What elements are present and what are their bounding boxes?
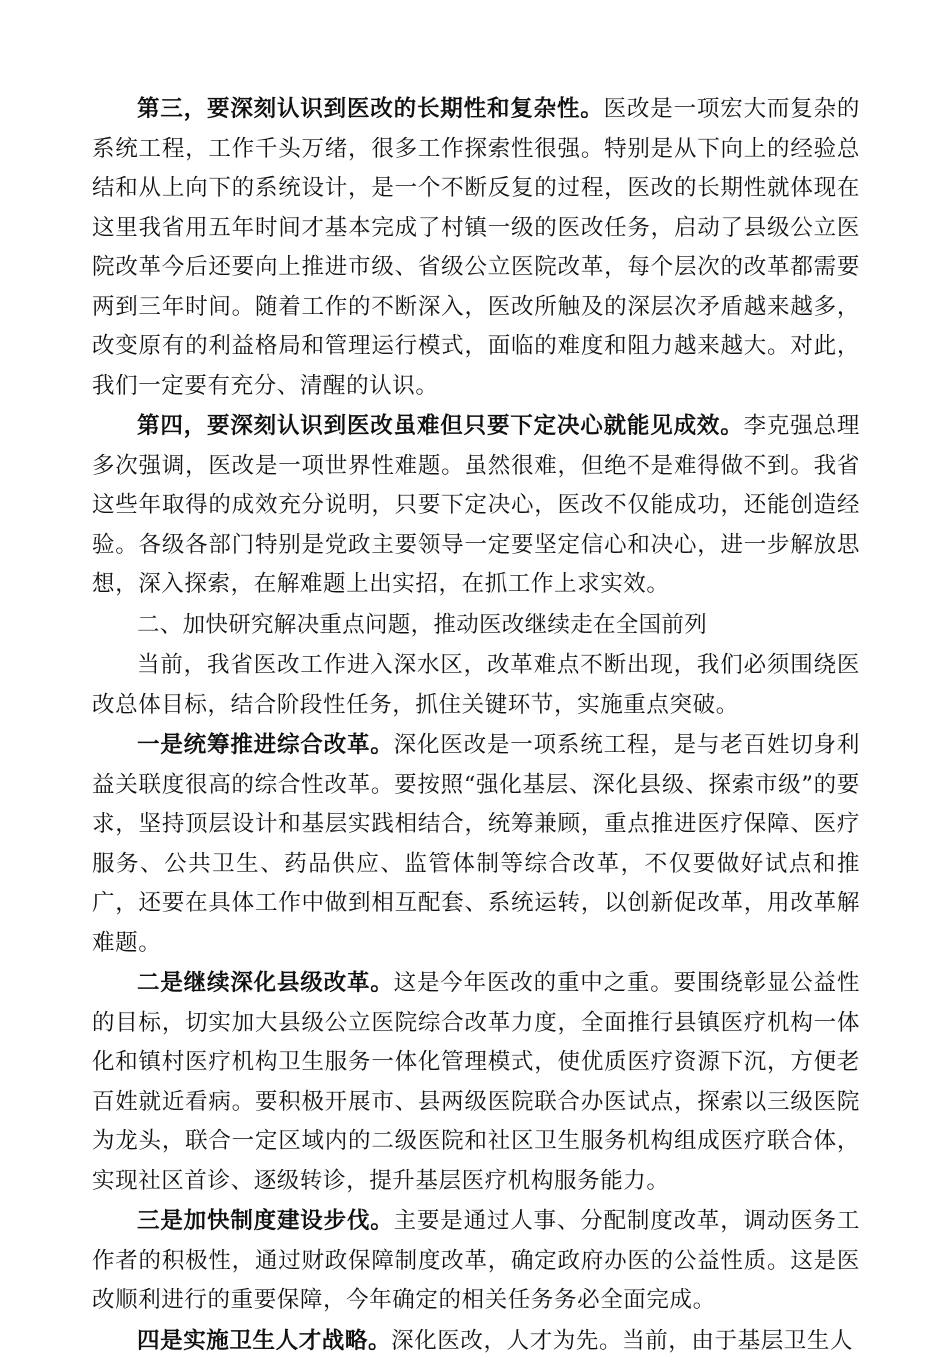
item-body: 深化医改是一项系统工程，是与老百姓切身利益关联度很高的综合性改革。要按照“强化基层、深化县级、探索市级”的要求，坚持顶层设计和基层实践相结合，统筹兼顾，重点推进医疗保障、医疗服务、公共卫生、药品供应、监管体制等综合改革，不仅要做好试点和推广，还要在具体工作中做到相互配套、系统运转，以创新促改革，用改革解难题。	[92, 732, 860, 956]
list-item	[92, 1202, 860, 1321]
list-item	[92, 964, 860, 1201]
paragraph-fourth-point	[92, 407, 860, 605]
list-item	[92, 726, 860, 963]
paragraph-body: 医改是一项宏大而复杂的系统工程，工作千头万绪，很多工作探索性很强。特别是从下向上的经验总结和从上向下的系统设计，是一个不断反复的过程，医改的长期性就体现在这里我省用五年时间才基本完成了村镇一级的医改任务，启动了县级公立医院改革今后还要向上推进市级、省级公立医院改革，每个层次的改革都需要两到三年时间。随着工作的不断深入，医改所触及的深层次矛盾越来越多，改变原有的利益格局和管理运行模式，面临的难度和阻力越来越大。对此，我们一定要有充分、清醒的认识。	[92, 96, 860, 399]
section-heading: 二、加快研究解决重点问题，推动医改继续走在全国前列	[137, 611, 708, 638]
document-body	[92, 90, 860, 1362]
item-body: 主要是通过人事、分配制度改革，调动医务工作者的积极性，通过财政保障制度改革，确定政府办医的公益性质。这是医改顺利进行的重要保障，今年确定的相关任务务必全面完成。	[92, 1208, 860, 1313]
paragraph-lead: 第三，要深刻认识到医改的长期性和复杂性。	[137, 96, 604, 122]
item-lead: 二是继续深化县级改革。	[137, 970, 394, 996]
paragraph-lead: 第四，要深刻认识到医改虽难但只要下定决心就能见成效。	[137, 413, 744, 439]
list-item	[92, 1322, 860, 1362]
item-lead: 四是实施卫生人才战略。	[137, 1327, 392, 1354]
item-body: 这是今年医改的重中之重。要围绕彰显公益性的目标，切实加大县级公立医院综合改革力度，全面推行县镇医疗机构一体化和镇村医疗机构卫生服务一体化管理模式，使优质医疗资源下沉，方便老百姓就近看病。要积极开展市、县两级医院联合办医试点，探索以三级医院为龙头，联合一定区域内的二级医院和社区卫生服务机构组成医疗联合体，实现社区首诊、逐级转诊，提升基层医疗机构服务能力。	[92, 970, 860, 1194]
item-lead: 一是统筹推进综合改革。	[137, 732, 394, 758]
paragraph-third-point	[92, 90, 860, 406]
item-body: 深化医改，人才为先。当前，由于基层卫生人	[391, 1327, 854, 1354]
paragraph-body: 李克强总理多次强调，医改是一项世界性难题。虽然很难，但绝不是难得做不到。我省这些年取得的成效充分说明，只要下定决心，医改不仅能成功，还能创造经验。各级各部门特别是党政主要领导一定要坚定信心和决心，进一步解放思想，深入探索，在解难题上出实招，在抓工作上求实效。	[92, 413, 860, 597]
section-intro: 当前，我省医改工作进入深水区，改革难点不断出现，我们必须围绕医改总体目标，结合阶段性任务，抓住关键环节，实施重点突破。	[92, 652, 860, 718]
item-lead: 三是加快制度建设步伐。	[137, 1208, 394, 1234]
